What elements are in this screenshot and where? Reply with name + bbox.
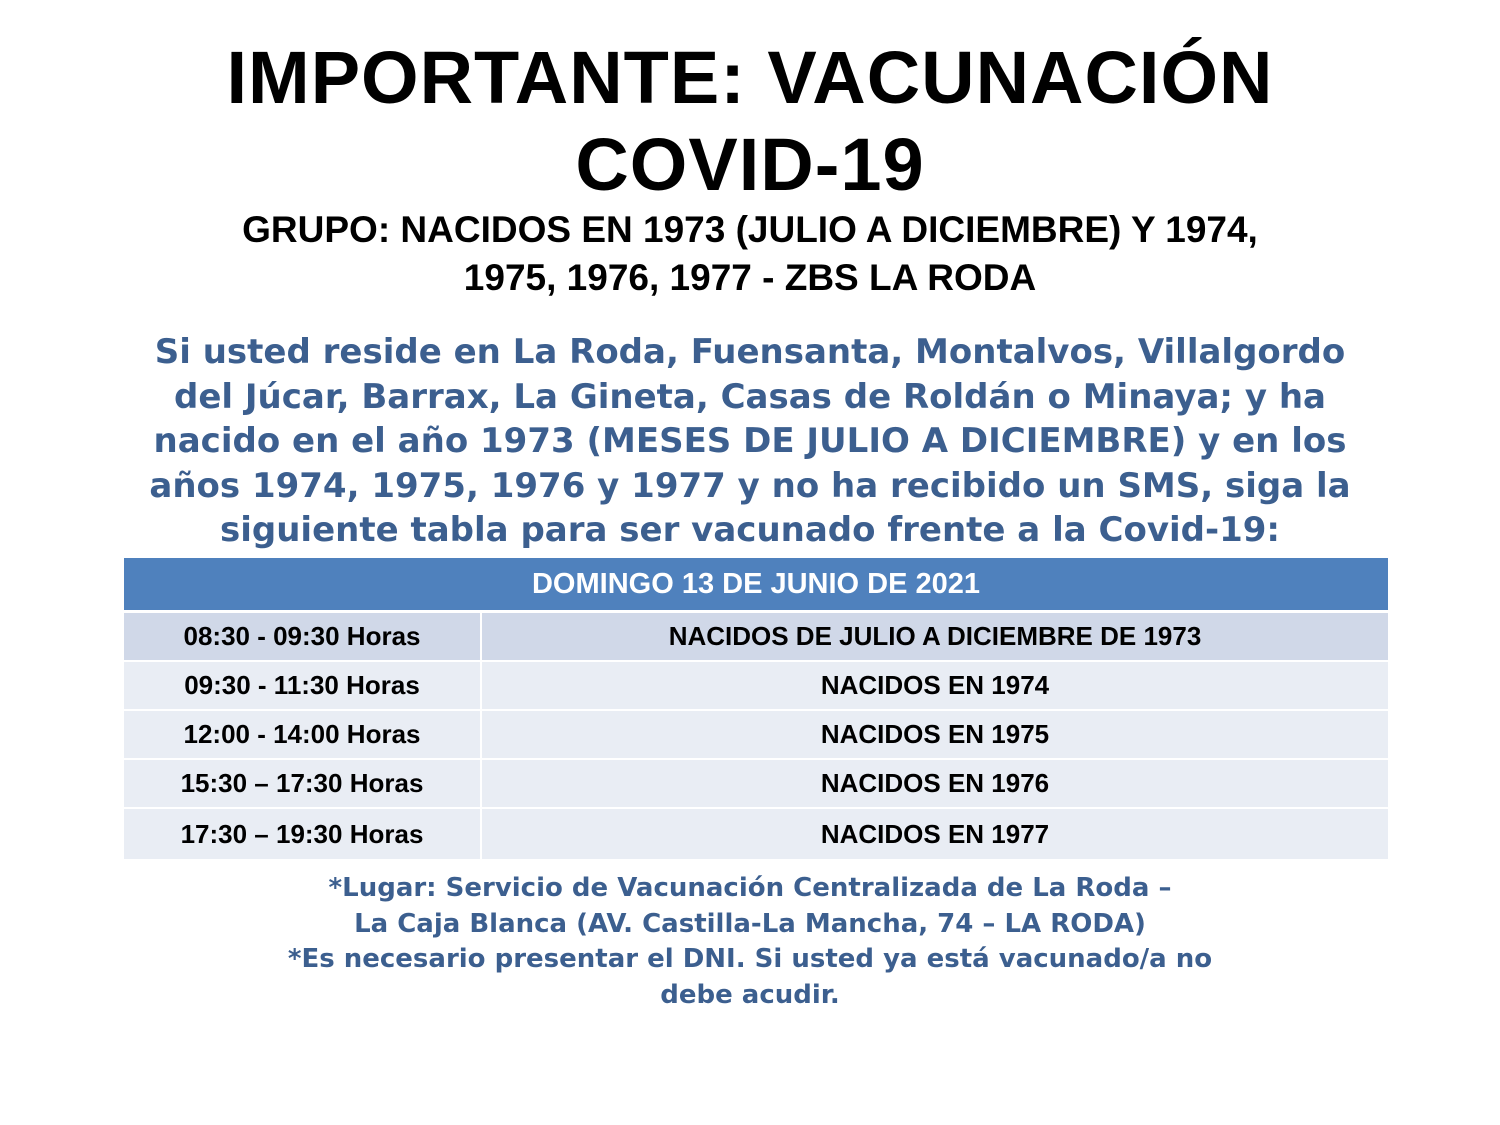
schedule-date-header: DOMINGO 13 DE JUNIO DE 2021 bbox=[124, 558, 1388, 612]
group-cell: NACIDOS DE JULIO A DICIEMBRE DE 1973 bbox=[481, 612, 1388, 662]
schedule-header-row bbox=[124, 558, 1388, 612]
vaccination-schedule-table bbox=[124, 558, 1388, 859]
table-row bbox=[124, 612, 1388, 662]
table-row bbox=[124, 661, 1388, 710]
intro-line: nacido en el año 1973 (MESES DE JULIO A DICIEMBRE) y en los bbox=[153, 421, 1347, 461]
intro-line: años 1974, 1975, 1976 y 1977 y no ha recibido un SMS, siga la bbox=[149, 465, 1351, 506]
note-line: La Caja Blanca (AV. Castilla-La Mancha, 74 – LA RODA) bbox=[354, 908, 1146, 939]
time-slot-cell: 09:30 - 11:30 Horas bbox=[124, 661, 481, 710]
group-subtitle-line-2: 1975, 1976, 1977 - ZBS LA RODA bbox=[463, 257, 1037, 298]
intro-paragraph bbox=[0, 330, 1500, 553]
location-notes bbox=[0, 871, 1500, 1013]
group-cell: NACIDOS EN 1977 bbox=[481, 808, 1388, 859]
page-title-line-2: COVID-19 bbox=[575, 123, 925, 206]
intro-line: siguiente tabla para ser vacunado frente a la Covid-19: bbox=[219, 510, 1281, 550]
time-slot-cell: 17:30 – 19:30 Horas bbox=[124, 808, 481, 859]
page-title-line-1: IMPORTANTE: VACUNACIÓN bbox=[226, 36, 1274, 119]
table-row bbox=[124, 710, 1388, 759]
time-slot-cell: 15:30 – 17:30 Horas bbox=[124, 759, 481, 808]
table-row bbox=[124, 808, 1388, 859]
time-slot-cell: 08:30 - 09:30 Horas bbox=[124, 612, 481, 662]
time-slot-cell: 12:00 - 14:00 Horas bbox=[124, 710, 481, 759]
group-cell: NACIDOS EN 1974 bbox=[481, 661, 1388, 710]
note-line: *Lugar: Servicio de Vacunación Centralizada de La Roda – bbox=[328, 873, 1172, 903]
group-cell: NACIDOS EN 1976 bbox=[481, 759, 1388, 808]
intro-line: del Júcar, Barrax, La Gineta, Casas de Roldán o Minaya; y ha bbox=[174, 376, 1326, 417]
group-cell: NACIDOS EN 1975 bbox=[481, 710, 1388, 759]
group-subtitle-line-1: GRUPO: NACIDOS EN 1973 (JULIO A DICIEMBRE) Y 1974, bbox=[242, 209, 1258, 250]
intro-line: Si usted reside en La Roda, Fuensanta, Montalvos, Villalgordo bbox=[154, 332, 1346, 372]
note-line: debe acudir. bbox=[660, 979, 840, 1010]
table-row bbox=[124, 759, 1388, 808]
note-line: *Es necesario presentar el DNI. Si usted ya está vacunado/a no bbox=[287, 944, 1213, 974]
